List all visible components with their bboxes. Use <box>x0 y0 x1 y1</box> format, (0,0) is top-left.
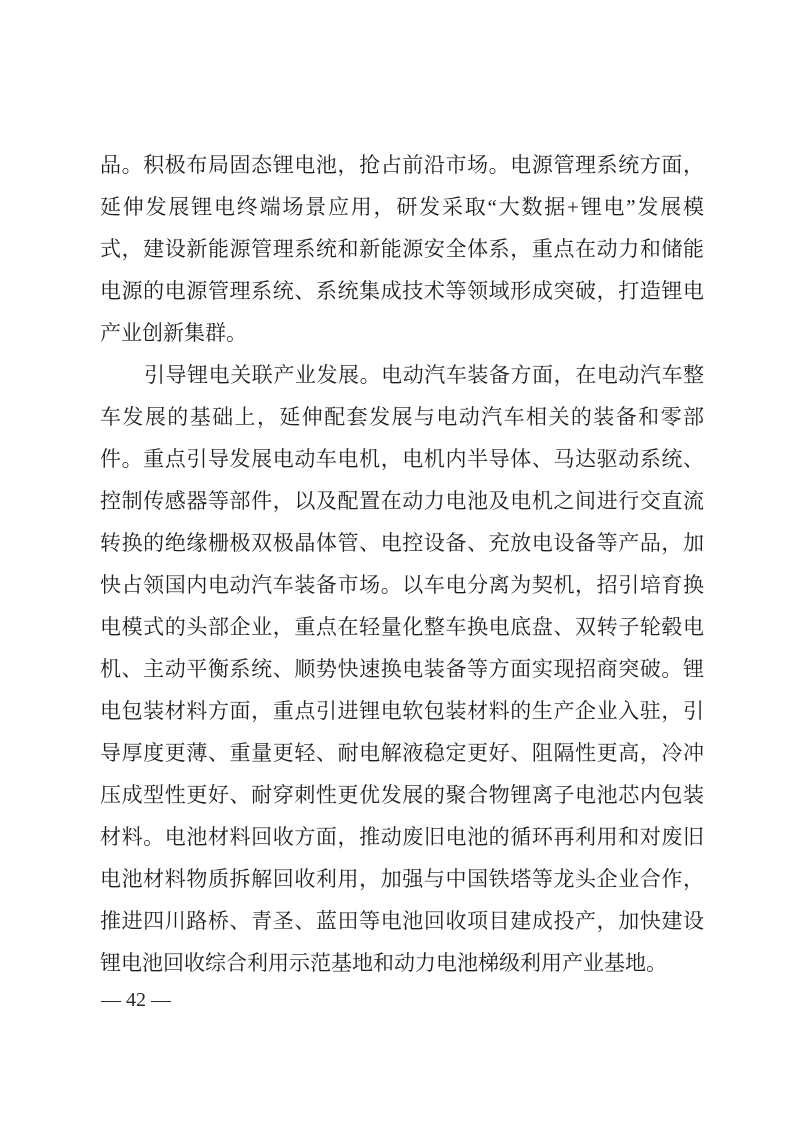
text-line: 锂电池回收综合利用示范基地和动力电池梯级利用产业基地。 <box>100 951 667 975</box>
text-line: 品。积极布局固态锂电池，抢占前沿市场。电源管理系统方面， <box>100 153 704 177</box>
text-line: 产业创新集群。 <box>100 321 247 345</box>
text-line: 电包装材料方面，重点引进锂电软包装材料的生产企业入驻，引 <box>100 699 704 723</box>
text-line: 电源的电源管理系统、系统集成技术等领域形成突破，打造锂电 <box>100 279 704 303</box>
text-line: 推进四川路桥、青圣、蓝田等电池回收项目建成投产，加快建设 <box>100 909 704 933</box>
text-line: 车发展的基础上，延伸配套发展与电动汽车相关的装备和零部 <box>100 405 704 429</box>
text-line: 引导锂电关联产业发展。电动汽车装备方面，在电动汽车整 <box>144 363 704 387</box>
text-line: 机、主动平衡系统、顺势快速换电装备等方面实现招商突破。锂 <box>100 657 704 681</box>
text-line: 延伸发展锂电终端场景应用，研发采取“大数据+锂电”发展模 <box>100 195 704 219</box>
text-line: 快占领国内电动汽车装备市场。以车电分离为契机，招引培育换 <box>100 573 704 597</box>
text-line: 压成型性更好、耐穿刺性更优发展的聚合物锂离子电池芯内包装 <box>100 783 704 807</box>
document-body <box>100 144 704 984</box>
text-line: 导厚度更薄、重量更轻、耐电解液稳定更好、阻隔性更高，冷冲 <box>100 741 704 765</box>
paragraph-2 <box>100 354 704 984</box>
page-number: — 42 — <box>101 989 171 1011</box>
text-line: 件。重点引导发展电动车电机，电机内半导体、马达驱动系统、 <box>100 447 704 471</box>
text-line: 控制传感器等部件，以及配置在动力电池及电机之间进行交直流 <box>100 489 704 513</box>
text-line: 电池材料物质拆解回收利用，加强与中国铁塔等龙头企业合作， <box>100 867 704 891</box>
text-line: 转换的绝缘栅极双极晶体管、电控设备、充放电设备等产品，加 <box>100 531 704 555</box>
paragraph-1 <box>100 144 704 354</box>
text-line: 材料。电池材料回收方面，推动废旧电池的循环再利用和对废旧 <box>100 825 704 849</box>
text-line: 电模式的头部企业，重点在轻量化整车换电底盘、双转子轮毂电 <box>100 615 704 639</box>
text-line: 式，建设新能源管理系统和新能源安全体系，重点在动力和储能 <box>100 237 704 261</box>
